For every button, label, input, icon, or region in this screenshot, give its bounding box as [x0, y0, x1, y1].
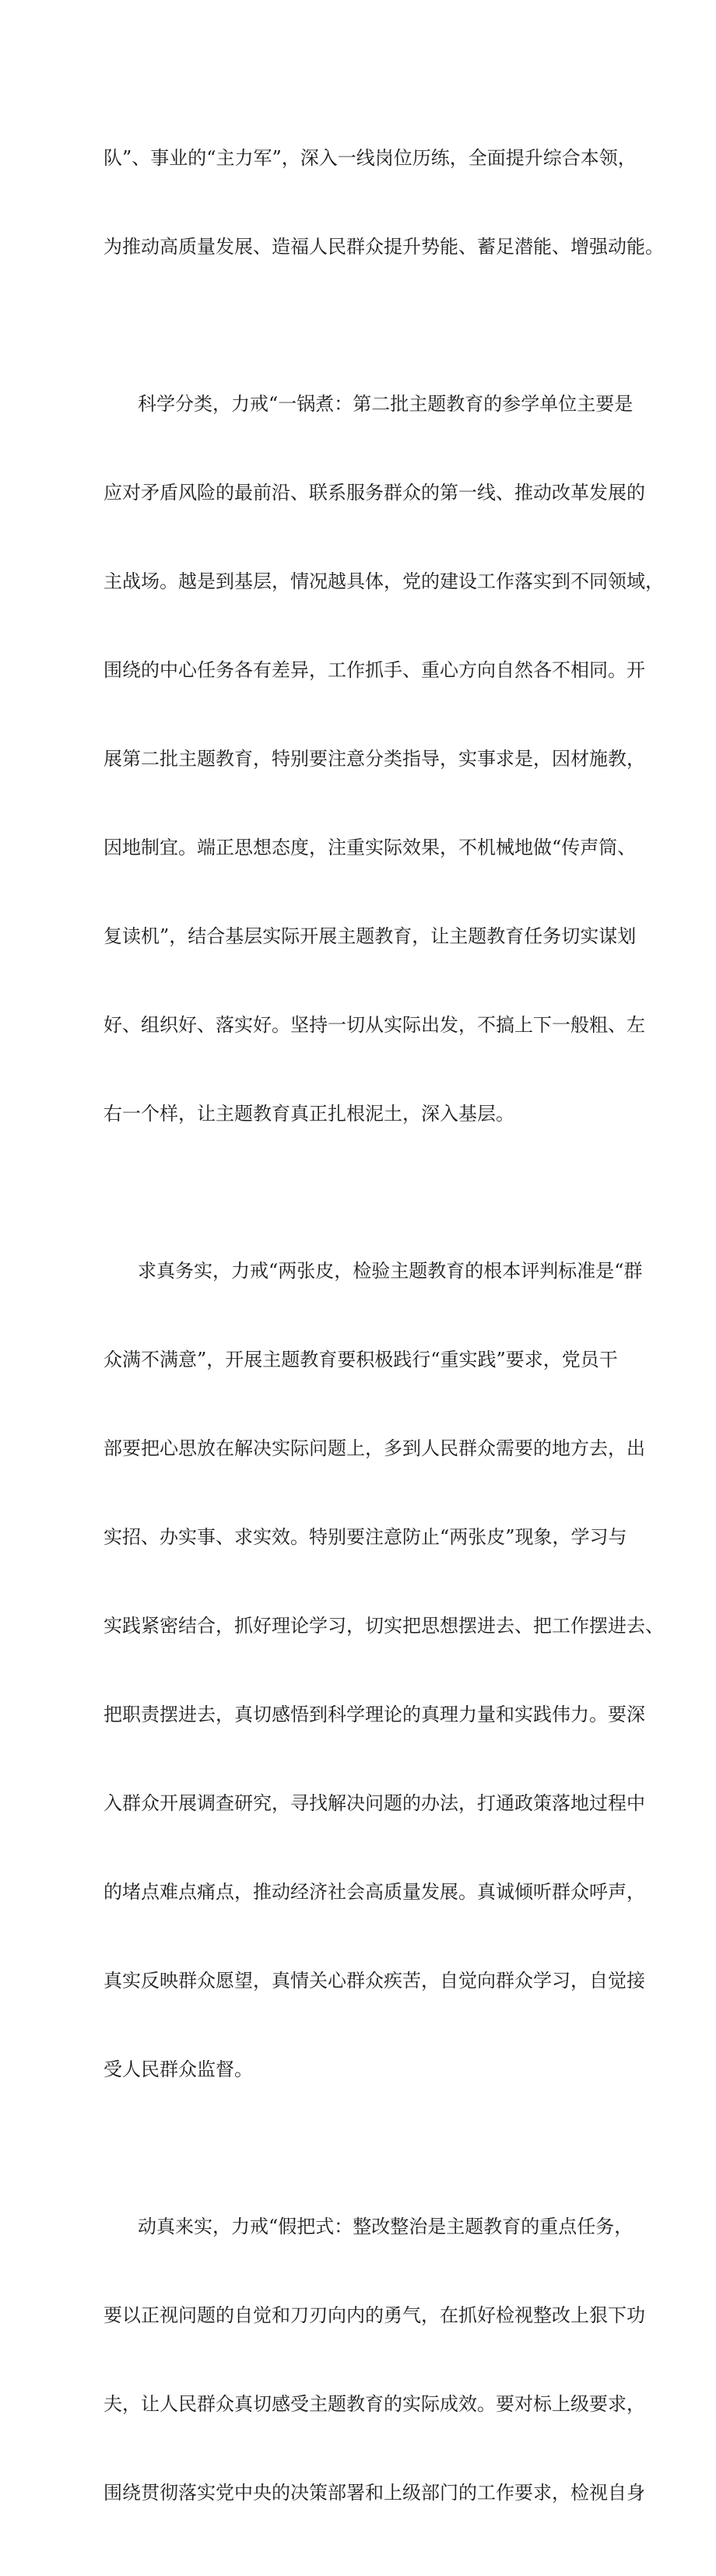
text-line: 主战场。越是到基层，情况越具体，党的建设工作落实到不同领域， [104, 570, 664, 592]
document-body [104, 84, 664, 2576]
text-line: 真实反映群众愿望，真情关心群众疾苦，自觉向群众学习，自觉接 [104, 1970, 645, 1992]
text-line: 围绕贯彻落实党中央的决策部署和上级部门的工作要求，检视自身 [104, 2482, 645, 2504]
text-line: 复读机”，结合基层实际开展主题教育，让主题教育任务切实谋划 [104, 925, 637, 947]
text-line: 右一个样，让主题教育真正扎根泥土，深入基层。 [104, 1103, 514, 1125]
text-line: 部要把心思放在解决实际问题上，多到人民群众需要的地方去，出 [104, 1437, 645, 1459]
text-line: 因地制宜。端正思想态度，注重实际效果，不机械地做“传声筒、 [104, 837, 637, 858]
paragraph-2 [104, 330, 664, 1188]
paragraph-3 [104, 1197, 664, 2143]
text-line: 要以正视问题的自觉和刀刃向内的勇气，在抓好检视整改上狠下功 [104, 2304, 645, 2326]
text-line: 科学分类，力戒“一锅煮：第二批主题教育的参学单位主要是 [138, 393, 634, 415]
text-line: 求真务实，力戒“两张皮，检验主题教育的根本评判标准是“群 [138, 1260, 643, 1282]
text-line: 入群众开展调查研究，寻找解决问题的办法，打通政策落地过程中 [104, 1792, 645, 1814]
text-line: 把职责摆进去，真切感悟到科学理论的真理力量和实践伟力。要深 [104, 1704, 645, 1725]
text-line: 动真来实，力戒“假把式：整改整治是主题教育的重点任务， [138, 2216, 634, 2237]
text-line: 受人民群众监督。 [104, 2058, 253, 2080]
text-line: 众满不满意”，开展主题教育要积极践行“重实践”要求，党员干 [104, 1349, 618, 1370]
text-line: 围绕的中心任务各有差异，工作抓手、重心方向自然各不相同。开 [104, 659, 645, 681]
text-line: 夫，让人民群众真切感受主题教育的实际成效。要对标上级要求， [104, 2393, 645, 2415]
text-line: 为推动高质量发展、造福人民群众提升势能、蓄足潜能、增强动能。 [104, 236, 664, 258]
text-line: 应对矛盾风险的最前沿、联系服务群众的第一线、推动改革发展的 [104, 482, 645, 504]
text-line: 实践紧密结合，抓好理论学习，切实把思想摆进去、把工作摆进去、 [104, 1615, 664, 1637]
text-line: 实招、办实事、求实效。特别要注意防止“两张皮”现象，学习与 [104, 1526, 627, 1548]
text-line: 展第二批主题教育，特别要注意分类指导，实事求是，因材施教， [104, 748, 645, 770]
text-line: 的堵点难点痛点，推动经济社会高质量发展。真诚倾听群众呼声， [104, 1881, 645, 1903]
paragraph-1 [104, 84, 664, 321]
paragraph-4 [104, 2153, 645, 2567]
text-line: 队”、事业的“主力军”，深入一线岗位历练，全面提升综合本领， [104, 147, 637, 169]
text-line: 好、组织好、落实好。坚持一切从实际出发，不搞上下一般粗、左 [104, 1014, 645, 1036]
